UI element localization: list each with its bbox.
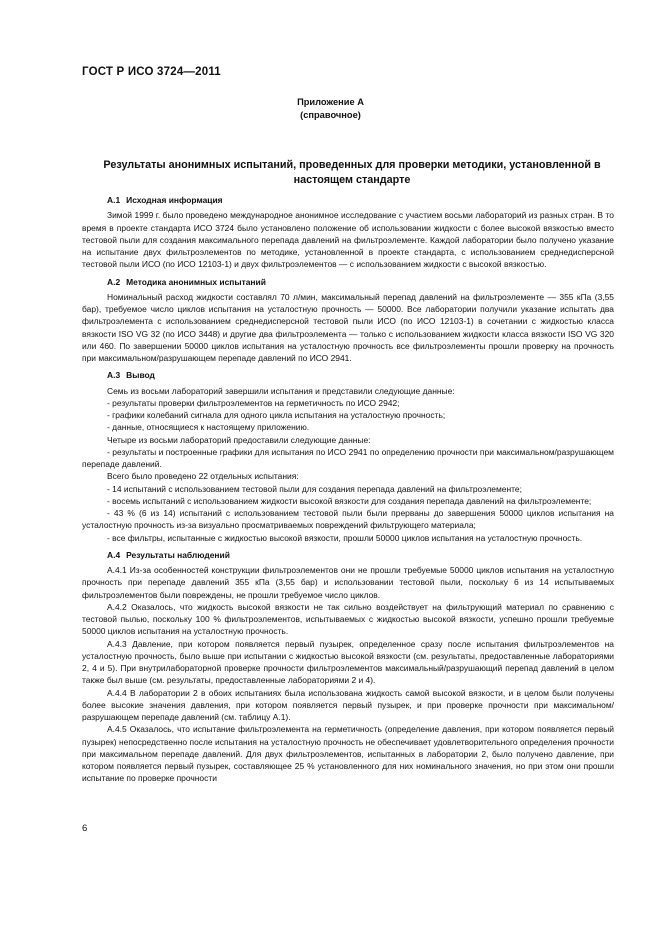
- annex-title: Приложение А: [297, 97, 364, 107]
- section-heading-a4: [82, 549, 614, 561]
- section-title: Исходная информация: [126, 195, 223, 205]
- list-item: - графики колебаний сигнала для одного цикла испытания на усталостную прочность;: [107, 410, 446, 420]
- paragraph: А.4.3 Давление, при котором появляется первый пузырек, определенное сразу после испытания фильтроэлементов на усталостную прочность, было выше при испытании с жидкостью высокой вязкости (см. результаты, предоставленные лабораториями 2, 4 и 5). При внутрилабораторной проверке прочности фильтроэлементов максимальный/разрушающий перепад давлений в целом также был выше (см. результаты, предоставленные лабораториями 2 и 4).: [82, 638, 614, 686]
- paragraph: А.4.5 Оказалось, что испытание фильтроэлемента на герметичность (определение давления, при котором появляется первый пузырек) непосредственно после испытания на усталостную прочность не обеспечивает удовлетворительного определения прочности при максимальном перепаде давлений. Для двух фильтроэлементов, испытанных в лаборатории 2, было получено давление, при котором появляется первый пузырек, составляющее 25 % установленного для них номинального значения, но при этом они прошли испытание по проверке прочности: [82, 724, 614, 784]
- section-title: Результаты наблюдений: [126, 549, 230, 560]
- list-item: - 43 % (6 из 14) испытаний с использованием тестовой пыли были прерваны до завершения 50000 циклов испытания на усталостную прочность из-за визуально просматриваемых повреждений фильтрующего материала;: [82, 508, 614, 531]
- list-item: - данные, относящиеся к настоящему приложению.: [107, 422, 310, 433]
- paragraph: А.4.4 В лаборатории 2 в обоих испытаниях была использована жидкость самой высокой вязкости, и в целом были получены более высокие значения давления, при котором появляется первый пузырек, и при проверке прочности при максимальном/разрушающем перепаде давлений (см. таблицу А.1).: [82, 687, 614, 722]
- section-number: А.4: [107, 549, 121, 560]
- annex-subtitle: (справочное): [300, 110, 361, 120]
- list-item: - результаты и построенные графики для испытания по ИСО 2941 по определению прочности при максимальном/разрушающем перепаде давлений.: [82, 446, 614, 469]
- main-title: Результаты анонимных испытаний, проведенных для проверки методики, установленной в настоящем стандарте: [103, 159, 601, 186]
- list-item: - результаты проверки фильтроэлементов на герметичность по ИСО 2942;: [107, 397, 400, 408]
- paragraph: А.4.1 Из-за особенностей конструкции фильтроэлементов они не прошли требуемые 50000 циклов испытания на усталостную прочность при перепаде давлений 355 кПа (3,55 бар) и использовании тестовой пыли, поскольку 6 из 14 испытываемых фильтроэлементов были повреждены, не прошли требуемое число циклов.: [82, 565, 614, 600]
- section-title: Вывод: [126, 370, 155, 381]
- section-heading-a1: [82, 194, 614, 206]
- paragraph: А.4.2 Оказалось, что жидкость высокой вязкости не так сильно воздействует на фильтрующий материал по сравнению с тестовой пылью, поскольку 100 % фильтроэлементов, испытываемых с жидкостью высокой вязкости, успешно прошли требуемые 50000 циклов испытания на усталостную прочность.: [82, 601, 614, 637]
- section-heading-a3: [82, 369, 614, 381]
- list-item: - 14 испытаний с использованием тестовой пыли для создания перепада давлений на фильтроэлементе;: [107, 483, 522, 494]
- list-item: - восемь испытаний с использованием жидкости высокой вязкости для создания перепада давлений на фильтроэлементе;: [107, 495, 592, 506]
- section-number: А.2: [107, 276, 121, 287]
- document-body: [82, 192, 614, 785]
- paragraph: Номинальный расход жидкости составлял 70 л/мин, максимальный перепад давлений на фильтроэлементе — 355 кПа (3,55 бар), требуемое число циклов испытания на усталостную прочность — 50000. Все лаборатории получили указание испытать два фильтроэлемента с использованием среднедисперсной тестовой пыли ИСО (по ИСО 12103-1) в сочетании с жидкостью класса вязкости ISO VG 32 (по ИСО 3448) и другие два фильтроэлемента — только с использованием жидкости класса вязкости ISO VG 320 или 460. По завершении 50000 циклов испытания на усталостную прочность все фильтроэлементы прошли проверку на прочность при максимальном/разрушающем перепаде давлений по ИСО 2941.: [82, 291, 614, 363]
- section-heading-a2: [82, 276, 614, 288]
- page-number: 6: [82, 823, 88, 834]
- paragraph: Четыре из восьми лабораторий предоставили следующие данные:: [107, 434, 371, 445]
- list-item: - все фильтры, испытанные с жидкостью высокой вязкости, прошли 50000 циклов испытания на усталостную прочность.: [107, 532, 583, 543]
- paragraph: Семь из восьми лабораторий завершили испытания и представили следующие данные:: [107, 385, 455, 396]
- document-header: ГОСТ Р ИСО 3724—2011: [82, 66, 221, 78]
- paragraph: Всего было проведено 22 отдельных испытания:: [107, 471, 299, 482]
- paragraph: Зимой 1999 г. было проведено международное анонимное исследование с участием восьми лабораторий из разных стран. В то время в проекте стандарта ИСО 3724 было установлено положение об использовании жидкости с более высокой вязкостью вместо тестовой пыли для создания максимального перепада давлений на фильтроэлементе. Каждой лаборатории было получено указание на испытание двух фильтроэлементов по методике, установленной в проекте стандарта, с использованием среднедисперсной тестовой пыли ИСО (по ИСО 12103-1) и двух фильтроэлементов — с использованием жидкости с высокой вязкостью.: [82, 210, 614, 270]
- section-title: Методика анонимных испытаний: [126, 276, 266, 287]
- annex-heading: [0, 96, 661, 122]
- section-number: А.1: [107, 195, 121, 205]
- section-number: А.3: [107, 370, 121, 381]
